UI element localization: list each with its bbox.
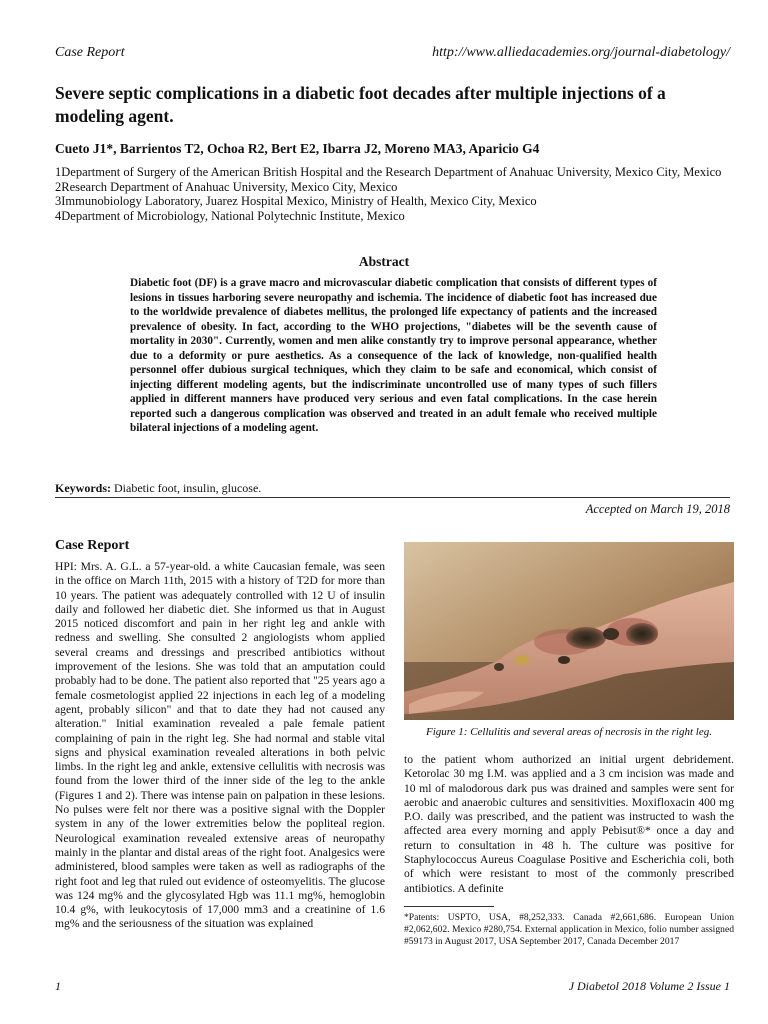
body-column-right: to the patient whom authorized an initial urgent debridement. Ketorolac 30 mg I.M. was applied and a 3 cm incision was made and 10 ml of malodorous dark pus was drained and samples were sent for aerobic and anaerobic cultures and sensitivities. Moxifloxacin 400 mg P.O. daily was prescribed, and the patient was instructed to wash the affected area every morning and apply Pebisut®* once a day and return to consultation in 48 h. The culture was positive for Staphylococcus Aureus Coagulase Positive and Escherichia coli, both of which were resistant to most of the commonly prescribed antibiotics. A definite xyxy=(404,753,734,895)
patent-footnote: *Patents: USPTO, USA, #8,252,333. Canada #2,661,686. European Union #2,062,602. Mexico #280,754. External application in Mexico, folio number assigned #59173 in August 2017, USA September 2017, Canada December 2017 xyxy=(404,912,734,947)
keywords xyxy=(55,481,261,496)
running-header-left: Case Report xyxy=(55,45,125,60)
article-title: Severe septic complications in a diabetic foot decades after multiple injections of a modeling agent. xyxy=(55,83,666,126)
affiliation-3: 3Immunobiology Laboratory, Juarez Hospital Mexico, Ministry of Health, Mexico City, Mexico xyxy=(55,194,537,208)
authors-text: Cueto J1*, Barrientos T2, Ochoa R2, Bert E2, Ibarra J2, Moreno MA3, Aparicio G4 xyxy=(55,141,540,156)
keywords-text: Diabetic foot, insulin, glucose. xyxy=(111,481,262,495)
accepted-date: Accepted on March 19, 2018 xyxy=(585,502,730,516)
divider xyxy=(55,497,730,498)
leg-photo-illustration xyxy=(404,542,734,720)
author-list xyxy=(55,141,539,157)
affiliation-2: 2Research Department of Anahuac University, Mexico City, Mexico xyxy=(55,179,398,194)
affiliation-4: 4Department of Microbiology, National Polytechnic Institute, Mexico xyxy=(55,208,405,223)
section-heading: Case Report xyxy=(55,538,130,553)
figure-1-photo xyxy=(404,542,734,720)
affiliation-1: 1Department of Surgery of the American British Hospital and the Research Department of Anahuac University, Mexico City, Mexico xyxy=(55,165,722,179)
footnote-divider xyxy=(404,906,494,907)
affiliations xyxy=(55,165,735,223)
figure-caption: Figure 1: Cellulitis and several areas of necrosis in the right leg. xyxy=(426,726,712,738)
running-header-url[interactable]: http://www.alliedacademies.org/journal-diabetology/ xyxy=(432,45,730,60)
keywords-label: Keywords: xyxy=(55,481,111,495)
abstract-heading: Abstract xyxy=(358,254,410,269)
abstract-text: Diabetic foot (DF) is a grave macro and microvascular diabetic complication that consists of different types of lesions in tissues harboring severe neuropathy and ischemia. The incidence of diabetic foot has increased due to the worldwide prevalence of diabetes mellitus, the prolonged life expectancy of patients and the increased prevalence of obesity. In fact, according to the WHO projections, "diabetes will be the seventh cause of mortality in 2030". Currently, women and men alike constantly try to improve personal appearance, whether due to a deformity or pure aesthetics. As a consequence of the lack of knowledge, non-qualified health personnel offer dubious surgical techniques, which they claim to be safe and economical, which consist of injecting different modeling agents, but the indiscriminate uncontrolled use of many types of such fillers applied in different manners have produced very serious and even fatal complications. In the case herein reported such a dangerous complication was observed and treated in an adult female who received multiple bilateral injections of a modeling agent. xyxy=(130,277,657,434)
page-number: 1 xyxy=(55,979,61,993)
journal-citation: J Diabetol 2018 Volume 2 Issue 1 xyxy=(568,979,730,993)
body-column-left: HPI: Mrs. A. G.L. a 57-year-old. a white Caucasian female, was seen in the office on March 11th, 2015 with a history of T2D for more than 10 years. The patient was adequately controlled with 12 U of insulin daily and followed her diabetic diet. She informed us that in August 2015 noticed discomfort and pain in her right leg and ankle with redness and swelling. She consulted 2 angiologists whom applied several creams and dressings and prescribed antibiotics without improvement of the lesions. She was told that an amputation could probably had to be done. The patient also reported that "25 years ago a female cosmetologist applied 22 injections in each leg of a modeling agent, probably silicon" and that to date they had not caused any alteration." Initial examination revealed a pale female patient complaining of pain in the right leg. She had normal and stable vital signs and physical examination revealed alterations in both pelvic limbs. In the right leg and ankle, extensive cellulitis with necrosis was found from the lower third of the inner side of the leg to the ankle (Figures 1 and 2). There was intense pain on palpation in these lesions. No pulses were felt nor there was a positive signal with the Doppler system in any of the lower extremities below the popliteal region. Neurological examination revealed extensive areas of neuropathy mainly in the plantar and distal areas of the right foot. Analgesics were administered, blood samples were taken as well as radiographs of the right foot and leg that ruled out evidence of osteomyelitis. The glucose was 124 mg% and the glycosylated Hgb was 11.1 mg%, hemoglobin 10.4 g%, with leukocytosis of 17,000 mm3 and a creatinine of 1.6 mg% and the seriousness of the situation was explained xyxy=(55,560,385,931)
